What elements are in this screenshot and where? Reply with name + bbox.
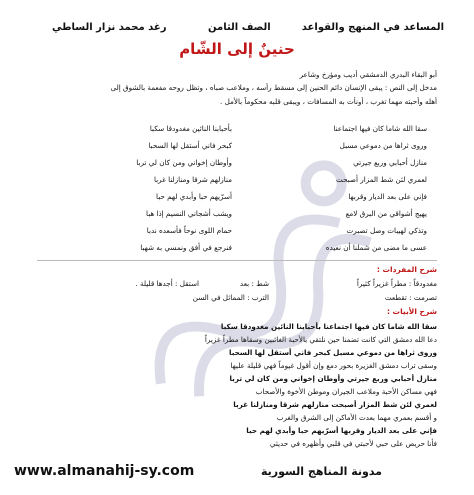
page-title: حنينٌ إلى الشّام: [179, 40, 295, 58]
verse-first-half: عسى ما مضى من شملنا أن نعيده: [325, 243, 427, 252]
verse-first-half: منازل أحبابي وربع جيرتي: [353, 158, 427, 167]
verse-first-half: وروى ثراها من دموعي مسبل: [339, 141, 427, 150]
section-divider: [37, 260, 437, 261]
verse-row: [37, 222, 437, 239]
verse-row: [37, 120, 437, 137]
verse-explanation: و أقسم بعمري مهما بعدت الأماكن إلى الشرق والغرب: [276, 413, 437, 422]
verse-row: [37, 205, 437, 222]
vocab-item: استقل : أجدها قليلة .: [135, 279, 199, 288]
verse-row: [37, 188, 437, 205]
verse-explanation: فهي مساكن الأحبة وملاعب الجيران وموطن الأخوة والأصحاب: [255, 387, 437, 396]
verse-row: [37, 171, 437, 188]
vocab-heading: شرح المفردات :: [376, 265, 437, 274]
intro-line-1: مدخل إلى النص : يبقى الإنسان دائم الحنين إلى مسقط رأسه ، وملاعب صباه ، وتظل روحه مفعمة بالشوق إلى: [110, 83, 437, 92]
verse-second-half: ويشب أشجاني النسيم إذا هبا: [146, 209, 232, 218]
verse-first-half: يهيج أشواقي من البرق لامع: [345, 209, 427, 218]
verse-first-half: وتذكي لهيبات وصل تصبرت: [346, 226, 427, 235]
explained-verse: وروى ثراها من دموعي مسبل كبحر فاني أستقل لها السحبا: [229, 348, 437, 357]
footer-website-link[interactable]: www.almanahij-sy.com: [14, 463, 195, 479]
explained-verse: سقا الله شاما كان فيها اجتماعنا بأحبابنا النائين مغدودقا سكبا: [220, 322, 437, 331]
vocab-item: تصرمت : تقطعت: [384, 293, 437, 302]
verse-second-half: حمام اللوى نوحاً فأسعده ندبا: [146, 226, 232, 235]
verse-second-half: منازلهم شرقا ومنازلنا غربا: [153, 175, 232, 184]
page-footer: [0, 463, 474, 483]
vocab-item: شط : بعد: [239, 279, 269, 288]
poet-line: أبو البقاء البدري الدمشقي أديب ومؤرخ وشاعر: [299, 70, 437, 79]
poem-verses: [37, 120, 437, 256]
header-grade: الصف الثامن: [208, 22, 271, 33]
explain-heading: شرح الأبيات :: [386, 307, 437, 316]
verse-second-half: وأوطان إخواني ومن كان لي تربا: [136, 158, 232, 167]
page-header: [0, 22, 474, 36]
verse-first-half: فإني على بعد الديار وقربها: [348, 192, 427, 201]
header-teacher: رغد محمد نزار الساطي: [52, 22, 167, 33]
explained-verse: لعمري لئن شط المزار أصبحت منازلهم شرقا ومنازلنا غربا: [233, 400, 437, 409]
verse-second-half: كبحر فاني أستقل لها السحبا: [148, 141, 232, 150]
verse-explanation: فأنا حريص على حبي لأحبتي في قلبي وأظهره في حديثي: [269, 439, 437, 448]
vocab-item: مغدودقاً : مطراً غزيراً كثيراً: [356, 279, 437, 288]
verse-row: [37, 239, 437, 256]
verse-explanation: دعا الله دمشق التي كانت تضمنا حين نلتقي بالأحبة الغائبين وسقاها مطراً غزيراً: [204, 335, 437, 344]
verse-first-half: لعمري لئن شط المزار أصبحت: [336, 175, 427, 184]
intro-line-2: أهله وأحبته مهما تغرب ، أونأت به المسافات ، ويبقى قلبه محكوماً بالأمل .: [220, 97, 437, 106]
verse-first-half: سقا الله شاما كان فيها اجتماعنا: [333, 124, 427, 133]
header-subject: المساعد في المنهج والقواعد: [301, 22, 444, 33]
verse-second-half: فنرجع في أفق ونمسي به شهبا: [140, 243, 232, 252]
footer-brand: مدونة المناهج السورية: [260, 465, 382, 478]
explained-verse: منازل أحبابي وربع جيرتي وأوطان إخواني ومن كان لي تربا: [229, 374, 437, 383]
explained-verse: فإني على بعد الديار وقربها أسرّيهم حبا وأبدي لهم حبا: [246, 426, 437, 435]
vocab-item: الترب : المماثل في السن: [192, 293, 269, 302]
verse-explanation: وسقى تراب دمشق الغزيرة بحور دمع وإن أقول غيوماً فهي قليلة عليها: [230, 361, 437, 370]
verse-second-half: بأحبابنا النائين مغدودقا سكبا: [149, 124, 232, 133]
verse-row: [37, 154, 437, 171]
verse-row: [37, 137, 437, 154]
verse-second-half: أسرّيهم حبا وأبدي لهم حبا: [156, 192, 232, 201]
